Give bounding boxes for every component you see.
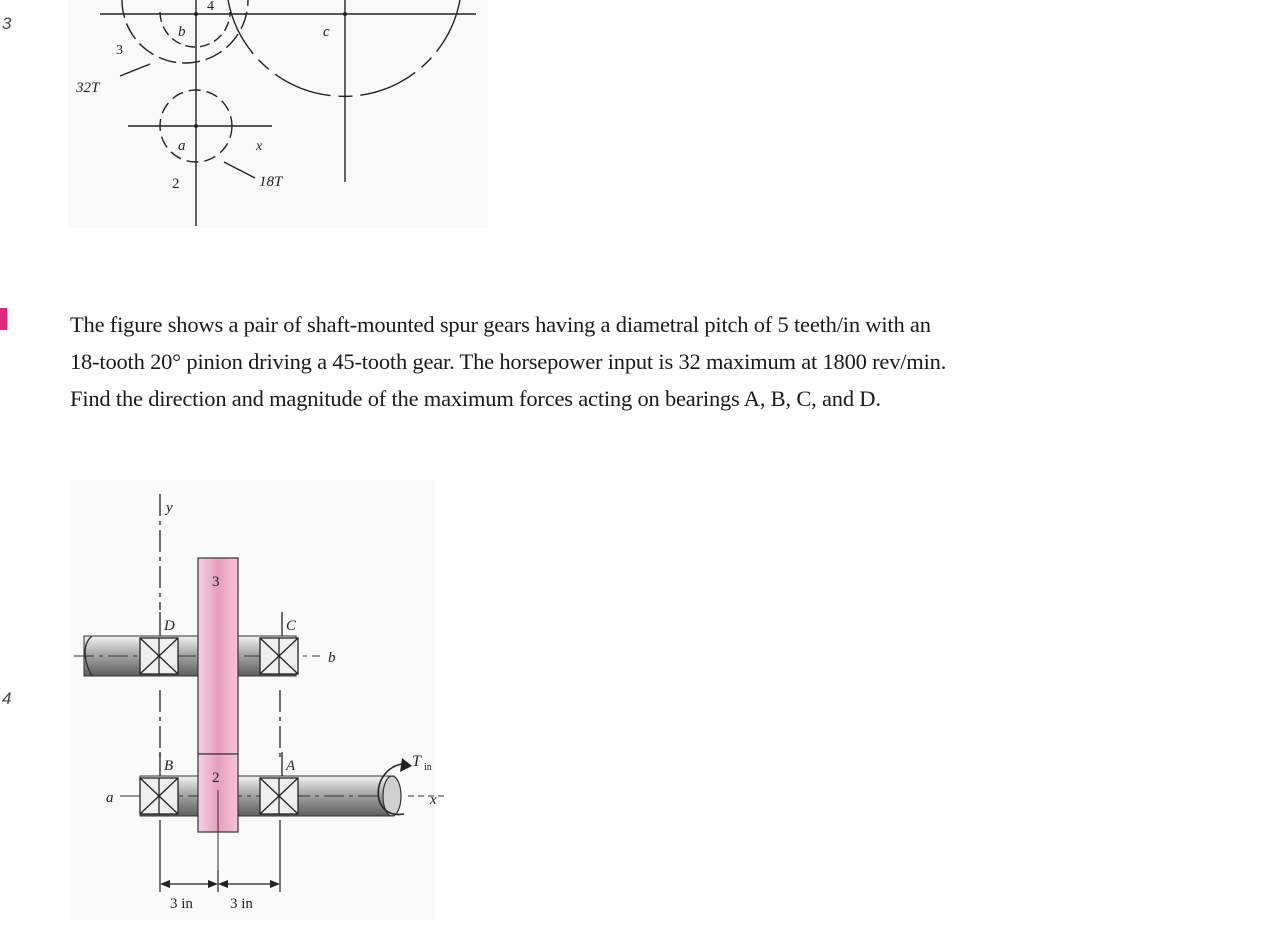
gear-train-figure (0, 0, 520, 240)
gear-2-label: 2 (212, 770, 220, 786)
bearing-B-label: B (164, 758, 174, 774)
bottom-figure-background (70, 480, 435, 920)
torque-label: T (412, 753, 421, 770)
margin-number-mid: 4 (2, 689, 12, 708)
dimension-right: 3 in (230, 896, 253, 912)
bearing-C (260, 638, 298, 674)
problem-line-1: The figure shows a pair of shaft-mounted spur gears having a diametral pitch of 5 teeth/in with an (70, 312, 931, 337)
gear-3-number: 3 (116, 43, 123, 58)
margin-number-top: 3 (2, 14, 12, 33)
bearing-D (140, 638, 178, 674)
torque-subscript: in (424, 762, 432, 773)
gear-b-center (194, 12, 198, 16)
gear-c-center (343, 12, 347, 16)
bearing-B (140, 778, 178, 814)
gear-b-label: b (178, 24, 186, 40)
problem-marker (0, 308, 7, 330)
gear-c-label: c (323, 24, 330, 40)
gear-3-label: 3 (212, 574, 220, 590)
gear-32T-label: 32T (76, 80, 100, 96)
problem-line-3: Find the direction and magnitude of the maximum forces acting on bearings A, B, C, and D. (70, 386, 881, 411)
y-axis-label: y (166, 500, 173, 516)
gear-18T-label: 18T (259, 174, 283, 190)
top-figure-background (68, 0, 488, 228)
bearing-A-label: A (286, 758, 296, 774)
bearing-D-label: D (164, 618, 175, 634)
problem-line-2: 18-tooth 20° pinion driving a 45-tooth gear. The horsepower input is 32 maximum at 1800 rev/min. (70, 349, 947, 374)
top-x-axis-label: x (256, 139, 263, 154)
problem-statement (70, 306, 1255, 417)
shaft-gears-figure (0, 460, 520, 930)
dimension-left: 3 in (170, 896, 193, 912)
gear-4-number: 4 (207, 0, 214, 14)
shaft-a-label: a (106, 790, 114, 806)
bearing-C-label: C (286, 618, 297, 634)
bottom-x-axis-label: x (430, 792, 437, 808)
bearing-A (260, 778, 298, 814)
gear-a-center (194, 124, 198, 128)
gear-a-label: a (178, 138, 186, 154)
gear-2-number: 2 (172, 176, 180, 192)
shaft-b-label: b (328, 650, 336, 666)
